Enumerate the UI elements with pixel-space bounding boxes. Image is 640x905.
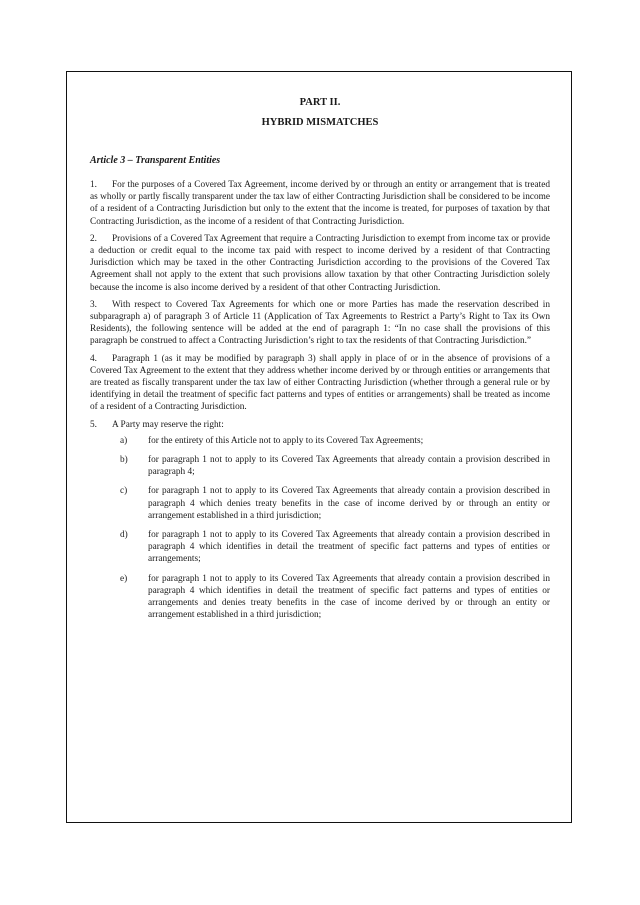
item-text: for paragraph 1 not to apply to its Covered Tax Agreements that already contain a provision described in paragraph 4 which denies treaty benefits in the case of income derived by or through an entity or arrangement established in a third jurisdiction;: [148, 486, 550, 521]
paragraph-number: 4.: [90, 353, 97, 364]
list-item: [90, 454, 550, 478]
item-letter: e): [120, 573, 128, 584]
paragraph-text: For the purposes of a Covered Tax Agreement, income derived by or through an entity or arrangement that is treated as wholly or partly fiscally transparent under the tax law of either Contracting Jurisdiction shall be considered to be income of a resident of a Contracting Jurisdiction but only to the extent that the income is treated, for purposes of taxation by that Contracting Jurisdiction, as the income of a resident of that Contracting Jurisdiction.: [90, 180, 550, 227]
paragraph-1: [90, 179, 550, 228]
paragraph-4: [90, 353, 550, 414]
reservation-list: [90, 435, 550, 622]
paragraph-3: [90, 299, 550, 348]
item-letter: a): [120, 435, 128, 446]
paragraph-number: 2.: [90, 233, 97, 244]
item-text: for paragraph 1 not to apply to its Covered Tax Agreements that already contain a provision described in paragraph 4 which identifies in detail the treatment of specific fact patterns and types of entities or arrangements;: [148, 530, 550, 565]
paragraph-text: Provisions of a Covered Tax Agreement that require a Contracting Jurisdiction to exempt from income tax or provide a deduction or credit equal to the income tax paid with respect to income derived by a resident of that Contracting Jurisdiction which may be taxed in the other Contracting Jurisdiction according to the provisions of the Covered Tax Agreement shall not apply to the extent that such provisions allow taxation by that other Contracting Jurisdiction solely because the income is also income derived by a resident of that other Contracting Jurisdiction.: [90, 233, 550, 293]
paragraph-2: [90, 233, 550, 294]
list-item: [90, 529, 550, 566]
list-item: [90, 435, 550, 447]
item-text: for paragraph 1 not to apply to its Covered Tax Agreements that already contain a provision described in paragraph 4;: [148, 455, 550, 478]
article-heading: Article 3 – Transparent Entities: [90, 155, 221, 166]
paragraph-number: 1.: [90, 180, 97, 190]
list-item: [90, 573, 550, 622]
paragraph-5-lead: [90, 419, 550, 431]
list-item: [90, 485, 550, 522]
paragraph-text: With respect to Covered Tax Agreements for which one or more Parties has made the reservation described in subparagraph a) of paragraph 3 of Article 11 (Application of Tax Agreements to Restrict a Party’s Right to Tax its Own Residents), the following sentence will be added at the end of paragraph 1: “In no case shall the provisions of this paragraph be construed to affect a Contracting Jurisdiction’s right to tax the residents of that Contracting Jurisdiction.”: [90, 299, 550, 347]
paragraph-number: 3.: [90, 299, 97, 310]
paragraph-text: Paragraph 1 (as it may be modified by paragraph 3) shall apply in place of or in the absence of provisions of a Covered Tax Agreement to the extent that they address whether income derived by or through entities or arrangements that are treated as fiscally transparent under the tax law of either Contracting Jurisdiction (whether through a general rule or by identifying in detail the treatment of specific fact patterns and types of entities or arrangements) shall be treated as income of a resident of a Contracting Jurisdiction.: [90, 353, 550, 413]
part-title: PART II.: [299, 97, 341, 108]
paragraph-number: 5.: [90, 419, 97, 430]
part-subtitle: HYBRID MISMATCHES: [261, 117, 379, 128]
item-text: for the entirety of this Article not to apply to its Covered Tax Agreements;: [148, 435, 424, 446]
paragraph-text: A Party may reserve the right:: [112, 419, 224, 430]
item-text: for paragraph 1 not to apply to its Covered Tax Agreements that already contain a provision described in paragraph 4 which identifies in detail the treatment of specific fact patterns and types of entities or arrangements and denies treaty benefits in the case of income derived by or through an entity or arrangement established in a third jurisdiction;: [148, 573, 550, 621]
document-body: [90, 90, 550, 629]
item-letter: d): [120, 530, 128, 541]
item-letter: c): [120, 486, 128, 497]
item-letter: b): [120, 455, 128, 466]
